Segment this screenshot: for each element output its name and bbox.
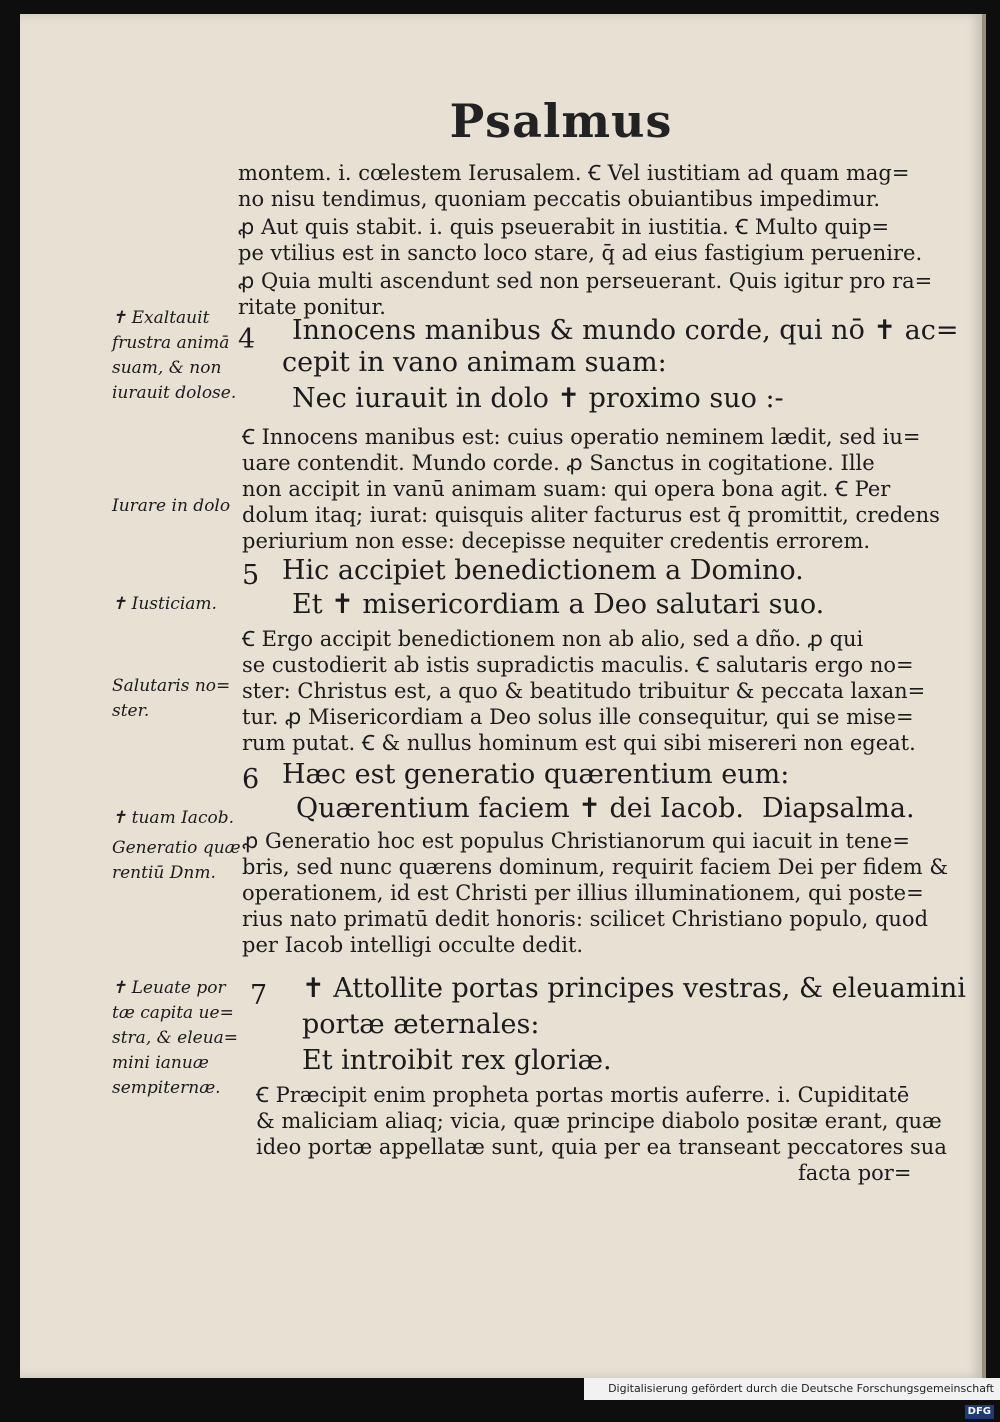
body-line: ritate ponitur. xyxy=(238,295,386,319)
commentary-line: dolum itaq; iurat: quisquis aliter facturus est q̄ promittit, credens xyxy=(242,503,940,527)
commentary-line: Ꞓ Ergo accipit benedictionem non ab alio, sed a dño. ꝓ qui xyxy=(242,627,864,651)
marginal-line: ✝ Exaltauit xyxy=(112,308,210,328)
commentary-line: tur. ꝓ Misericordiam a Deo solus ille consequitur, qui se mise= xyxy=(242,705,914,729)
marginal-line: ster. xyxy=(112,701,150,721)
marginal-note xyxy=(112,836,252,886)
commentary-line: ster: Christus est, a quo & beatitudo tribuitur & peccata laxan= xyxy=(242,679,926,703)
commentary-line: facta por= xyxy=(798,1161,912,1185)
verse-number: 4 xyxy=(238,324,256,355)
verse-line: Diapsalma. xyxy=(762,793,915,824)
verse-line: cepit in vano animam suam: xyxy=(282,347,667,378)
marginal-line: ✝ Leuate por xyxy=(112,978,226,998)
verse-line: Hic accipiet benedictionem a Domino. xyxy=(282,555,804,586)
verse-number: 6 xyxy=(242,764,260,795)
verse-number: 5 xyxy=(242,560,260,591)
marginal-line: Generatio quæ xyxy=(112,838,241,858)
marginal-line: sempiternæ. xyxy=(112,1078,221,1098)
commentary-line: per Iacob intelligi occulte dedit. xyxy=(242,933,584,957)
marginal-line: Iurare in dolo xyxy=(112,496,231,516)
marginal-line: frustra animā xyxy=(112,333,230,353)
marginal-line: iurauit dolose. xyxy=(112,383,237,403)
commentary-line: ideo portæ appellatæ sunt, quia per ea transeant peccatores sua xyxy=(256,1135,947,1159)
verse-line: portæ æternales: xyxy=(302,1009,540,1040)
verse-line: Et introibit rex gloriæ. xyxy=(302,1045,612,1076)
commentary-line: operationem, id est Christi per illius illuminationem, qui poste= xyxy=(242,881,924,905)
commentary-line: rius nato primatū dedit honoris: scilicet Christiano populo, quod xyxy=(242,907,929,931)
book-page xyxy=(20,14,986,1378)
body-line: montem. i. cœlestem Ierusalem. Ꞓ Vel iustitiam ad quam mag= xyxy=(238,161,910,185)
marginal-line: Salutaris no= xyxy=(112,676,231,696)
verse-line: Innocens manibus & mundo corde, qui nō ✝ ac= xyxy=(292,315,959,346)
marginal-line: mini ianuæ xyxy=(112,1053,209,1073)
commentary-line: Ꞓ Præcipit enim propheta portas mortis auferre. i. Cupiditatē xyxy=(256,1083,910,1107)
verse-line: Nec iurauit in dolo ✝ proximo suo :- xyxy=(292,383,784,414)
marginal-line: tæ capita ue= xyxy=(112,1003,234,1023)
marginal-note xyxy=(112,592,252,617)
marginal-note xyxy=(112,494,252,519)
marginal-line: suam, & non xyxy=(112,358,222,378)
marginal-note xyxy=(112,306,252,406)
verse-line: ✝ Attollite portas principes vestras, & eleuamini xyxy=(302,973,966,1004)
verse-line: Et ✝ misericordiam a Deo salutari suo. xyxy=(292,589,825,620)
verse-line: Quærentium faciem ✝ dei Iacob. xyxy=(296,793,744,824)
commentary-line: Ꞓ Innocens manibus est: cuius operatio neminem lædit, sed iu= xyxy=(242,425,921,449)
footer-text: Digitalisierung gefördert durch die Deutsche Forschungsgemeinschaft xyxy=(608,1382,994,1395)
commentary-line: bris, sed nunc quærens dominum, requirit faciem Dei per fidem & xyxy=(242,855,949,879)
commentary-line: rum putat. Ꞓ & nullus hominum est qui sibi misereri non egeat. xyxy=(242,731,916,755)
marginal-note xyxy=(112,806,252,831)
body-line: pe vtilius est in sancto loco stare, q̄ ad eius fastigium peruenire. xyxy=(238,241,923,265)
body-line: no nisu tendimus, quoniam peccatis obuiantibus impedimur. xyxy=(238,187,881,211)
marginal-note xyxy=(112,976,252,1101)
verse-line: Hæc est generatio quærentium eum: xyxy=(282,759,790,790)
funding-footer xyxy=(584,1378,1000,1417)
commentary-line: non accipit in vanū animam suam: qui opera bona agit. Ꞓ Per xyxy=(242,477,891,501)
marginal-line: rentiū Dnm. xyxy=(112,863,216,883)
dfg-logo: DFG xyxy=(965,1405,994,1419)
marginal-note xyxy=(112,674,252,724)
marginal-line: ✝ tuam Iacob. xyxy=(112,808,234,828)
marginal-line: ✝ Iusticiam. xyxy=(112,594,217,614)
commentary-line: ꝓ Generatio hoc est populus Christianorum qui iacuit in tene= xyxy=(242,829,910,853)
body-line: ꝓ Aut quis stabit. i. quis pseuerabit in iustitia. Ꞓ Multo quip= xyxy=(238,215,890,239)
commentary-line: uare contendit. Mundo corde. ꝓ Sanctus in cogitatione. Ille xyxy=(242,451,875,475)
marginal-line: stra, & eleua= xyxy=(112,1028,239,1048)
commentary-line: se custodierit ab istis supradictis maculis. Ꞓ salutaris ergo no= xyxy=(242,653,914,677)
body-line: ꝓ Quia multi ascendunt sed non perseuerant. Quis igitur pro ra= xyxy=(238,269,933,293)
commentary-line: periurium non esse: decepisse nequiter credentis errorem. xyxy=(242,529,871,553)
page-header: Psalmus xyxy=(449,94,673,148)
commentary-line: & maliciam aliaq; vicia, quæ principe diabolo positæ erant, quæ xyxy=(256,1109,942,1133)
verse-number: 7 xyxy=(250,980,268,1011)
